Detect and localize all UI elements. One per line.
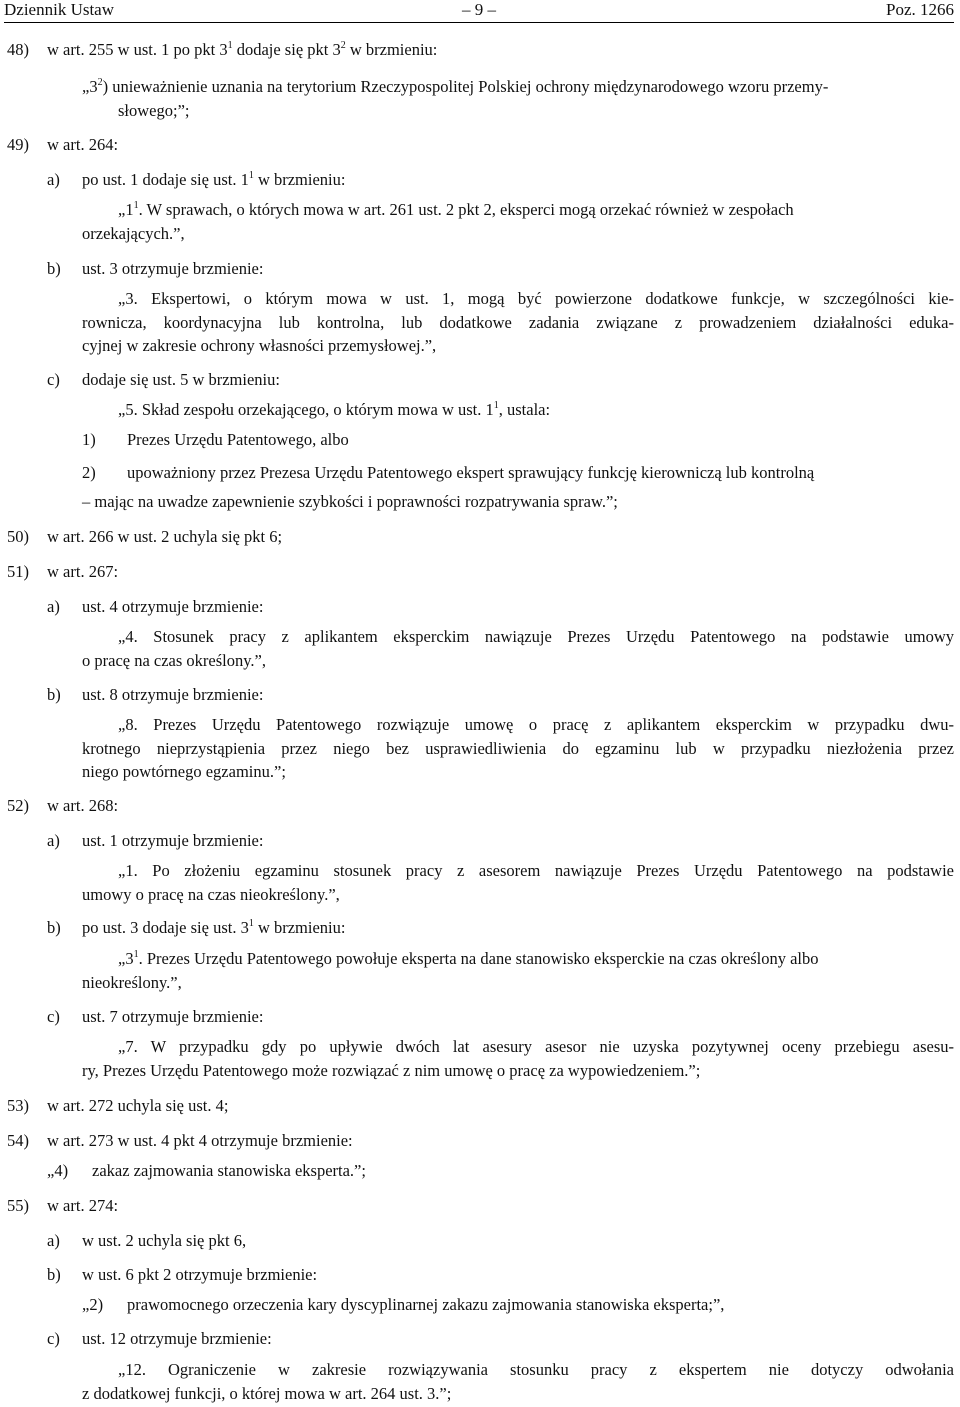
page-header xyxy=(4,0,954,23)
item-55c-quote-l1: „12. Ograniczenie w zakresie rozwiązywania stosunku pracy z ekspertem nie dotyczy odwołania xyxy=(118,1360,954,1379)
item-51a-quote-l2: o pracę na czas określony.”, xyxy=(82,651,267,670)
item-49c-closing: – mając na uwadze zapewnienie szybkości i poprawności rozpatrywania spraw.”; xyxy=(82,492,618,511)
item-52c-quote-l1: „7. W przypadku gdy po upływie dwóch lat asesury asesor nie uzyska pozytywnej oceny przebiegu asesu- xyxy=(118,1037,954,1056)
item-49c-quote: „5. Skład zespołu orzekającego, o którym mowa w ust. $1^1$, ustala: xyxy=(118,399,551,419)
document-page: Dziennik Ustaw – 9 – Poz. 1266 48) w art. 255 w ust. 1 po pkt $3^1$ dodaje się pkt $3^2$ w brzmieniu: $„3^2$) unieważnienie uznania na terytorium Rzeczypospolitej Polskiej ochrony międzynarodowego wzoru przemy- słowego;”; 49) w art. 264: a) po ust. 1 dodaje się ust. $1^1$ w brzmieniu: $„1^1$. W sprawach, o których mowa w art. 261 ust. 2 pkt 2, eksperci mogą orzekać również w zespołach orzekających.”, b) ust. 3 otrzymuje brzmienie: „3. Ekspertowi, o którym mowa w ust. 1, mogą być powierzone dodatkowe funkcje, w szczególności kie- rownicza, koordynacyjna lub kontrolna, lub dodatkowe zadania związane z prowadzeniem działalności eduka- cyjnej w zakresie ochrony własności przemysłowej.”, c) dodaje się ust. 5 w brzmieniu: „5. Skład zespołu orzekającego, o którym mowa w ust. $1^1$, ustala: 1) Prezes Urzędu Patentowego, albo 2) upoważniony przez Prezesa Urzędu Patentowego ekspert sprawujący funkcję kierowniczą lub kontrolną – mając na uwadze zapewnienie szybkości i poprawności rozpatrywania spraw.”; 50) w art. 266 w ust. 2 uchyla się pkt 6; 51) w art. 267: a) ust. 4 otrzymuje brzmienie: „4. Stosunek pracy z aplikantem eksperckim nawiązuje Prezes Urzędu Patentowego na podstawie umowy o pracę na czas określony.”, b) ust. 8 otrzymuje brzmienie: „8. Prezes Urzędu Patentowego rozwiązuje umowę o pracę z aplikantem eksperckim w przypadku dwu- krotnego nieprzystąpienia przez niego bez usprawiedliwienia do egzaminu lub w przypadku niezłożenia przez niego powtórnego egzaminu.”; 52) w art. 268: a) ust. 1 otrzymuje brzmienie: „1. Po złożeniu egzaminu stosunek pracy z asesorem nawiązuje Prezes Urzędu Patentowego na podstawie umowy o pracę na czas nieokreślony.”, b) po ust. 3 dodaje się ust. $3^1$ w brzmieniu: $„3^1$. Prezes Urzędu Patentowego powołuje eksperta na dane stanowisko eksperckie na czas określony albo nieokreślony.”, c) ust. 7 otrzymuje brzmienie: „7. W przypadku gdy po upływie dwóch lat asesury asesor nie uzyska pozytywnej oceny przebiegu asesu- ry, Prezes Urzędu Patentowego może rozwiązać z nim umowę o pracę za wypowiedzeniem.”; 53) w art. 272 uchyla się ust. 4; 54) w art. 273 w ust. 4 pkt 4 otrzymuje brzmienie: „4) zakaz zajmowania stanowiska eksperta.”; 55) w art. 274: a) w ust. 2 uchyla się pkt 6, b) w ust. 6 pkt 2 otrzymuje brzmienie: „2) prawomocnego orzeczenia kary dyscyplinarnej zakazu zajmowania stanowiska eksperta;”, c) ust. 12 otrzymuje brzmienie: „12. Ograniczenie w zakresie rozwiązywania stosunku pracy z ekspertem nie dotyczy odwołania z dodatkowej funkcji, o której mowa w art. 264 ust. 3.”; xyxy=(4,0,954,1403)
item-49a-quote: $„1^1$. W sprawach, o których mowa w art. 261 ust. 2 pkt 2, eksperci mogą orzekać również w zespołach xyxy=(118,199,794,219)
item-51b-quote-l3: niego powtórnego egzaminu.”; xyxy=(82,762,286,781)
journal-title: Dziennik Ustaw xyxy=(4,0,115,19)
item-55c-quote-l2: z dodatkowej funkcji, o której mowa w art. 264 ust. 3.”; xyxy=(82,1384,452,1403)
item-52a-quote-l1: „1. Po złożeniu egzaminu stosunek pracy z asesorem nawiązuje Prezes Urzędu Patentowego na podstawie xyxy=(118,861,954,880)
item-51b-quote-l1: „8. Prezes Urzędu Patentowego rozwiązuje umowę o pracę z aplikantem eksperckim w przypadku dwu- xyxy=(118,715,954,734)
item-48-quote: $„3^2$) unieważnienie uznania na terytorium Rzeczypospolitej Polskiej ochrony międzynarodowego wzoru przemy- xyxy=(82,76,829,96)
item-49b-quote-l3: cyjnej w zakresie ochrony własności przemysłowej.”, xyxy=(82,336,437,355)
item-51a-quote-l1: „4. Stosunek pracy z aplikantem eksperckim nawiązuje Prezes Urzędu Patentowego na podstawie umowy xyxy=(118,627,954,646)
item-49a-quote-cont: orzekających.”, xyxy=(82,224,185,243)
item-52c-quote-l2: ry, Prezes Urzędu Patentowego może rozwiązać z nim umowę o pracę za wypowiedzeniem.”; xyxy=(82,1061,701,1080)
item-48-quote-cont: słowego;”; xyxy=(118,101,190,120)
position-number: Poz. 1266 xyxy=(886,0,954,19)
item-52b-quote: $„3^1$. Prezes Urzędu Patentowego powołuje eksperta na dane stanowisko eksperckie na czas określony albo xyxy=(118,948,819,968)
item-52b-quote-cont: nieokreślony.”, xyxy=(82,973,182,992)
item-52a-quote-l2: umowy o pracę na czas nieokreślony.”, xyxy=(82,885,340,904)
page-number: – 9 – xyxy=(462,0,496,19)
item-49b-quote-l1: „3. Ekspertowi, o którym mowa w ust. 1, mogą być powierzone dodatkowe funkcje, w szczególności kie- xyxy=(118,289,954,308)
item-51b-quote-l2: krotnego nieprzystąpienia przez niego bez usprawiedliwienia do egzaminu lub w przypadku niezłożenia przez xyxy=(82,739,954,758)
item-49b-quote-l2: rownicza, koordynacyjna lub kontrolna, lub dodatkowe zadania związane z prowadzeniem działalności eduka- xyxy=(82,313,954,332)
